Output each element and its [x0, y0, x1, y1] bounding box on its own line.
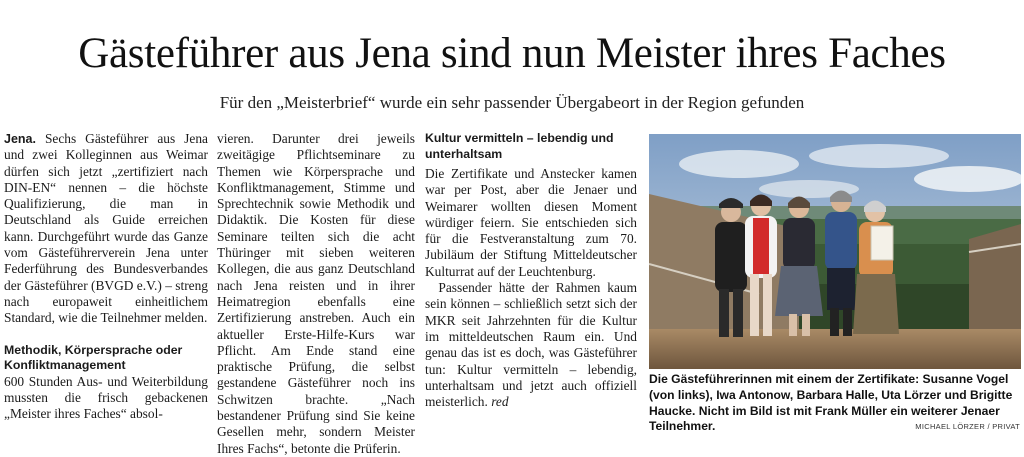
column-3-text-2: Passender hätte der Rahmen kaum sein können – schließlich setzt sich der MKR seit Jahrzehnten für die Kultur im mitteldeutschen Raum ein. Und genau das ist es doch, was Gästeführer tun: Kultur vermitteln – lebendig, unterhaltsam und jetzt auch offiziell meisterlich. [425, 280, 637, 410]
author-signature: red [491, 394, 509, 410]
dateline: Jena. [4, 132, 36, 146]
column-1-paragraph-2: 600 Stunden Aus- und Weiterbildung mussten die frisch gebackenen „Meister ihres Faches“ absol- [4, 373, 208, 422]
article-subline: Für den „Meisterbrief“ wurde ein sehr passender Übergabeort in der Region gefunden [219, 93, 805, 112]
photo-credit: MICHAEL LÖRZER / PRIVAT [915, 422, 1020, 431]
photo-caption: Die Gästeführerinnen mit einem der Zertifikate: Susanne Vogel (von links), Iwa Antonow, Barbara Halle, Uta Lörzer und Brigitte Haucke. Nicht im Bild ist mit Frank Müller ein weiterer Jenaer Teilnehmer. [649, 372, 1013, 434]
article-column-3 [425, 131, 637, 410]
subheading-methodik: Methodik, Körpersprache oder Konfliktmanagement [4, 342, 183, 373]
column-3-paragraph-2 [425, 280, 637, 410]
spacer [4, 327, 208, 343]
article-column-2 [217, 131, 415, 457]
column-1-paragraph-1 [4, 131, 208, 327]
photo-illustration [649, 134, 1021, 369]
article-headline: Gästeführer aus Jena sind nun Meister ihres Faches [78, 30, 946, 77]
column-2-paragraph-1: vieren. Darunter drei jeweils zweitägige Pflichtseminare zu Themen wie Körpersprache und Konfliktmanagement, Stimme und Sprechtechnik sowie Methodik und Didaktik. Die Kosten für diese Seminare teilten sich die acht Thüringer mit sieben weiteren Kollegen, die aus ganz Deutschland nach Jena reisten und in ihrer Heimatregion ebenfalls eine Zertifizierung anstreben. Auch ein aktueller Erste-Hilfe-Kurs war Pflicht. Am Ende stand eine praktische Prüfung, die selbst gestandene Gästeführer noch ins Schwitzen brachte. „Nach bestandener Prüfung sind Sie keine Gesellen mehr, sondern Meister Ihres Fachs“, betonte die Prüferin. [217, 131, 415, 456]
article-column-1 [4, 131, 208, 422]
article-photo [649, 134, 1021, 369]
subheading-kultur: Kultur vermitteln – lebendig und unterhaltsam [425, 131, 614, 161]
column-3-paragraph-1: Die Zertifikate und Anstecker kamen war per Post, aber die Jenaer und Weimarer wollten diesen Moment würdiger feiern. Sie entschieden sich für die Festveranstaltung zum 70. Jubiläum der Stiftung Mitteldeutscher Kulturrat auf der Leuchtenburg. [425, 166, 637, 279]
column-1-text-1: Sechs Gästeführer aus Jena und zwei Kolleginnen aus Weimar dürfen sich jetzt „zertifiziert nach DIN-EN“ nennen – die höchste Qualifizierung, die man in Deutschland als Guide erreichen kann. Durchgeführt wurde das Ganze vom Gästeführerverein Jena unter Federführung des Bundesverbandes der Gästeführer (BVGD e.V.) – streng nach europaweit einheitlichem Standard, wie die Teilnehmer melden. [4, 131, 208, 326]
